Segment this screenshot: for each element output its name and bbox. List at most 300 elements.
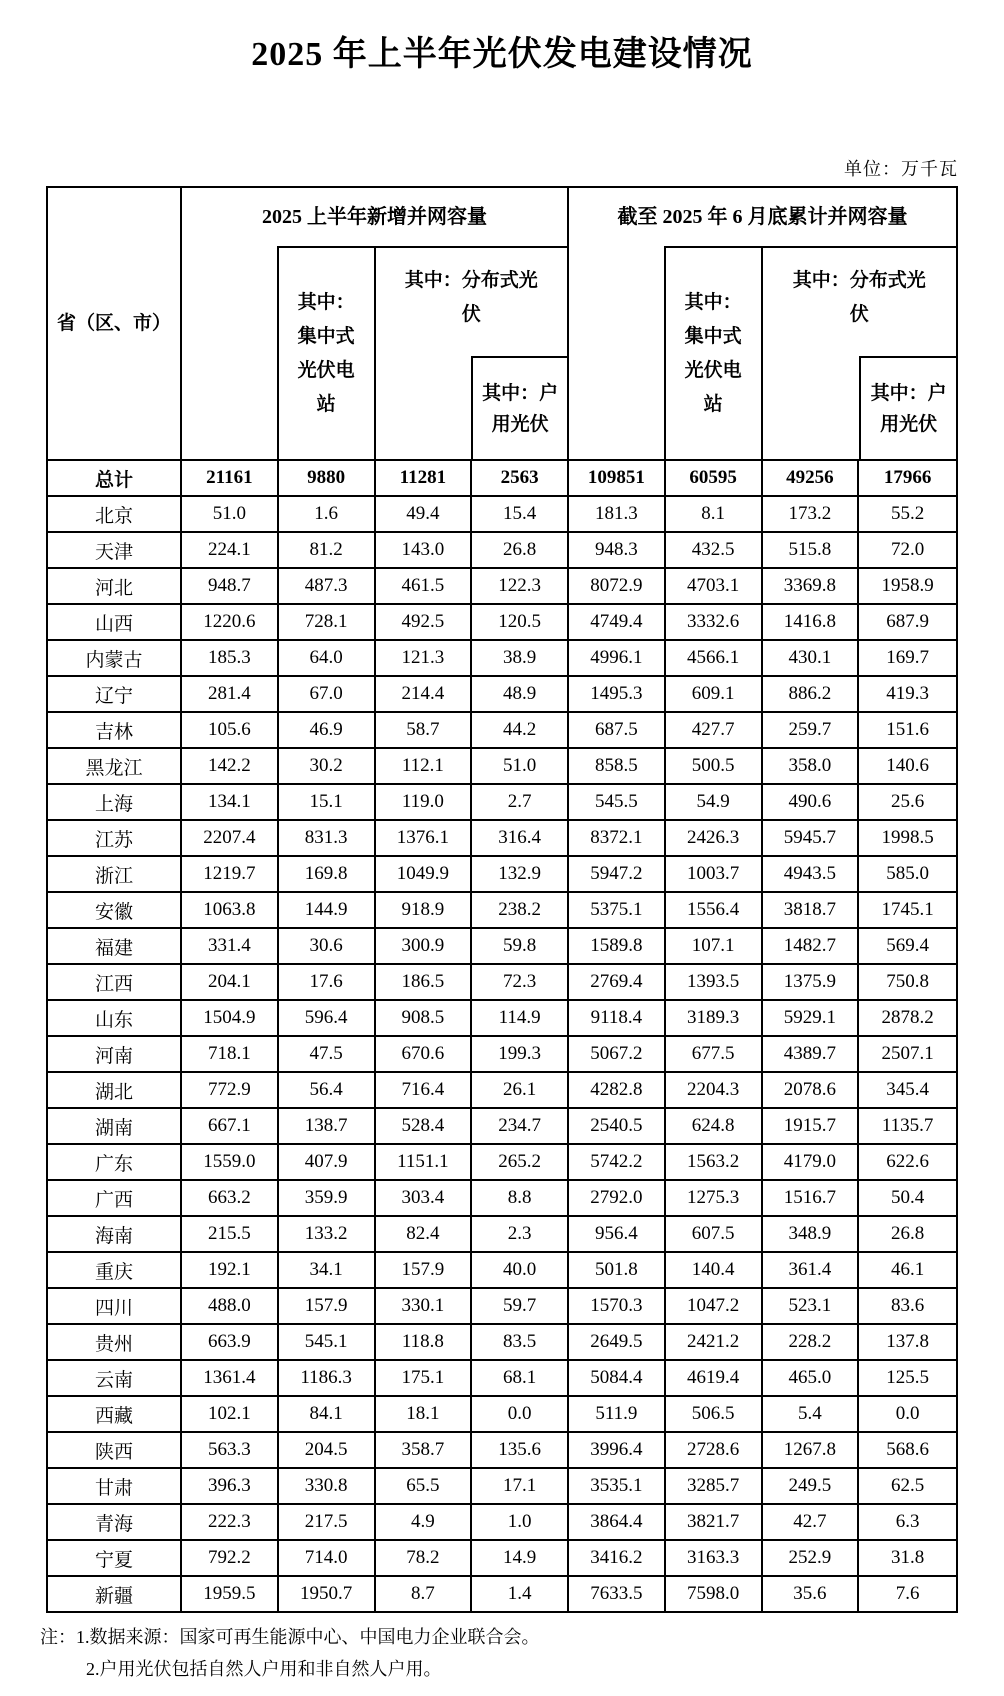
cell-value: 107.1 xyxy=(666,927,763,963)
cell-value: 432.5 xyxy=(666,531,763,567)
cell-value: 215.5 xyxy=(182,1215,279,1251)
col-header-province: 省（区、市） xyxy=(48,188,182,459)
cell-value: 134.1 xyxy=(182,783,279,819)
cell-value: 407.9 xyxy=(279,1143,376,1179)
cell-value: 72.3 xyxy=(472,963,569,999)
cell-value: 490.6 xyxy=(763,783,860,819)
document-page xyxy=(0,26,1004,1696)
cell-value: 4619.4 xyxy=(666,1359,763,1395)
cell-value: 300.9 xyxy=(376,927,473,963)
cell-value: 3369.8 xyxy=(763,567,860,603)
cell-value: 956.4 xyxy=(569,1215,666,1251)
note-line-1: 注：1.数据来源：国家可再生能源中心、中国电力企业联合会。 xyxy=(40,1627,540,1647)
cell-value: 5947.2 xyxy=(569,855,666,891)
cell-value: 430.1 xyxy=(763,639,860,675)
cell-value: 185.3 xyxy=(182,639,279,675)
cell-value: 140.4 xyxy=(666,1251,763,1287)
cell-value: 3996.4 xyxy=(569,1431,666,1467)
row-label: 新疆 xyxy=(48,1575,182,1611)
cell-value: 144.9 xyxy=(279,891,376,927)
cell-value: 83.5 xyxy=(472,1323,569,1359)
cell-value: 500.5 xyxy=(666,747,763,783)
cell-value: 3332.6 xyxy=(666,603,763,639)
cell-value: 31.8 xyxy=(859,1539,956,1575)
cell-value: 151.6 xyxy=(859,711,956,747)
cell-value: 8072.9 xyxy=(569,567,666,603)
cell-value: 112.1 xyxy=(376,747,473,783)
cell-value: 523.1 xyxy=(763,1287,860,1323)
group2-total-col-header xyxy=(569,246,666,459)
cell-value: 64.0 xyxy=(279,639,376,675)
row-label: 福建 xyxy=(48,927,182,963)
cell-value: 2.3 xyxy=(472,1215,569,1251)
cell-value: 249.5 xyxy=(763,1467,860,1503)
cell-value: 42.7 xyxy=(763,1503,860,1539)
pv-capacity-table xyxy=(46,186,958,1613)
cell-value: 396.3 xyxy=(182,1467,279,1503)
cell-value: 886.2 xyxy=(763,675,860,711)
cell-value: 2421.2 xyxy=(666,1323,763,1359)
cell-value: 4943.5 xyxy=(763,855,860,891)
cell-value: 17.6 xyxy=(279,963,376,999)
cell-value: 3821.7 xyxy=(666,1503,763,1539)
row-label: 山东 xyxy=(48,999,182,1035)
cell-value: 5375.1 xyxy=(569,891,666,927)
cell-value: 4566.1 xyxy=(666,639,763,675)
cell-value: 114.9 xyxy=(472,999,569,1035)
cell-value: 15.1 xyxy=(279,783,376,819)
cell-value: 265.2 xyxy=(472,1143,569,1179)
cell-value: 51.0 xyxy=(182,495,279,531)
cell-value: 488.0 xyxy=(182,1287,279,1323)
cell-value: 427.7 xyxy=(666,711,763,747)
cell-value: 4282.8 xyxy=(569,1071,666,1107)
cell-value: 49.4 xyxy=(376,495,473,531)
cell-value: 1959.5 xyxy=(182,1575,279,1611)
row-label: 北京 xyxy=(48,495,182,531)
cell-value: 119.0 xyxy=(376,783,473,819)
cell-value: 1563.2 xyxy=(666,1143,763,1179)
cell-value: 109851 xyxy=(569,459,666,495)
cell-value: 585.0 xyxy=(859,855,956,891)
cell-value: 687.9 xyxy=(859,603,956,639)
cell-value: 135.6 xyxy=(472,1431,569,1467)
cell-value: 330.8 xyxy=(279,1467,376,1503)
cell-value: 118.8 xyxy=(376,1323,473,1359)
row-label: 青海 xyxy=(48,1503,182,1539)
cell-value: 173.2 xyxy=(763,495,860,531)
cell-value: 361.4 xyxy=(763,1251,860,1287)
cell-value: 122.3 xyxy=(472,567,569,603)
row-label: 上海 xyxy=(48,783,182,819)
cell-value: 1063.8 xyxy=(182,891,279,927)
cell-value: 492.5 xyxy=(376,603,473,639)
group2-household-header: 其中：户用光伏 xyxy=(859,356,956,459)
cell-value: 133.2 xyxy=(279,1215,376,1251)
cell-value: 4389.7 xyxy=(763,1035,860,1071)
cell-value: 858.5 xyxy=(569,747,666,783)
cell-value: 68.1 xyxy=(472,1359,569,1395)
cell-value: 30.2 xyxy=(279,747,376,783)
cell-value: 622.6 xyxy=(859,1143,956,1179)
cell-value: 3285.7 xyxy=(666,1467,763,1503)
row-label: 辽宁 xyxy=(48,675,182,711)
cell-value: 1219.7 xyxy=(182,855,279,891)
row-label: 吉林 xyxy=(48,711,182,747)
cell-value: 72.0 xyxy=(859,531,956,567)
cell-value: 224.1 xyxy=(182,531,279,567)
cell-value: 46.1 xyxy=(859,1251,956,1287)
note-line-2: 2.户用光伏包括自然人户用和非自然人户用。 xyxy=(86,1659,442,1679)
row-label: 安徽 xyxy=(48,891,182,927)
cell-value: 51.0 xyxy=(472,747,569,783)
cell-value: 569.4 xyxy=(859,927,956,963)
cell-value: 330.1 xyxy=(376,1287,473,1323)
cell-value: 169.7 xyxy=(859,639,956,675)
cell-value: 17.1 xyxy=(472,1467,569,1503)
cell-value: 47.5 xyxy=(279,1035,376,1071)
cell-value: 1375.9 xyxy=(763,963,860,999)
cell-value: 545.5 xyxy=(569,783,666,819)
cell-value: 1950.7 xyxy=(279,1575,376,1611)
cell-value: 11281 xyxy=(376,459,473,495)
cell-value: 1570.3 xyxy=(569,1287,666,1323)
group2-distributed-header xyxy=(763,246,957,459)
distributed-pv-label: 其中：分布式光伏 xyxy=(792,270,926,325)
cell-value: 563.3 xyxy=(182,1431,279,1467)
cell-value: 105.6 xyxy=(182,711,279,747)
cell-value: 465.0 xyxy=(763,1359,860,1395)
cell-value: 0.0 xyxy=(472,1395,569,1431)
cell-value: 26.8 xyxy=(859,1215,956,1251)
cell-value: 772.9 xyxy=(182,1071,279,1107)
cell-value: 792.2 xyxy=(182,1539,279,1575)
cell-value: 7598.0 xyxy=(666,1575,763,1611)
cell-value: 667.1 xyxy=(182,1107,279,1143)
row-label: 河南 xyxy=(48,1035,182,1071)
cell-value: 3818.7 xyxy=(763,891,860,927)
notes xyxy=(40,1621,964,1685)
cell-value: 0.0 xyxy=(859,1395,956,1431)
row-label: 宁夏 xyxy=(48,1539,182,1575)
cell-value: 316.4 xyxy=(472,819,569,855)
cell-value: 1376.1 xyxy=(376,819,473,855)
cell-value: 84.1 xyxy=(279,1395,376,1431)
cell-value: 8.1 xyxy=(666,495,763,531)
cell-value: 81.2 xyxy=(279,531,376,567)
cell-value: 17966 xyxy=(859,459,956,495)
cell-value: 102.1 xyxy=(182,1395,279,1431)
cell-value: 2728.6 xyxy=(666,1431,763,1467)
cell-value: 331.4 xyxy=(182,927,279,963)
cell-value: 5084.4 xyxy=(569,1359,666,1395)
cell-value: 2792.0 xyxy=(569,1179,666,1215)
cell-value: 83.6 xyxy=(859,1287,956,1323)
cell-value: 568.6 xyxy=(859,1431,956,1467)
cell-value: 30.6 xyxy=(279,927,376,963)
cell-value: 718.1 xyxy=(182,1035,279,1071)
cell-value: 35.6 xyxy=(763,1575,860,1611)
cell-value: 222.3 xyxy=(182,1503,279,1539)
cell-value: 157.9 xyxy=(376,1251,473,1287)
cell-value: 7.6 xyxy=(859,1575,956,1611)
row-label: 广西 xyxy=(48,1179,182,1215)
cell-value: 677.5 xyxy=(666,1035,763,1071)
distributed-pv-label: 其中：分布式光伏 xyxy=(404,270,538,325)
cell-value: 1495.3 xyxy=(569,675,666,711)
row-label: 湖北 xyxy=(48,1071,182,1107)
cell-value: 140.6 xyxy=(859,747,956,783)
cell-value: 9118.4 xyxy=(569,999,666,1035)
cell-value: 59.7 xyxy=(472,1287,569,1323)
cell-value: 419.3 xyxy=(859,675,956,711)
row-label: 浙江 xyxy=(48,855,182,891)
row-label: 山西 xyxy=(48,603,182,639)
cell-value: 58.7 xyxy=(376,711,473,747)
cell-value: 515.8 xyxy=(763,531,860,567)
cell-value: 5067.2 xyxy=(569,1035,666,1071)
cell-value: 82.4 xyxy=(376,1215,473,1251)
cell-value: 714.0 xyxy=(279,1539,376,1575)
cell-value: 1.0 xyxy=(472,1503,569,1539)
cell-value: 199.3 xyxy=(472,1035,569,1071)
cell-value: 1361.4 xyxy=(182,1359,279,1395)
cell-value: 1958.9 xyxy=(859,567,956,603)
cell-value: 728.1 xyxy=(279,603,376,639)
cell-value: 609.1 xyxy=(666,675,763,711)
cell-value: 2878.2 xyxy=(859,999,956,1035)
row-label: 西藏 xyxy=(48,1395,182,1431)
cell-value: 545.1 xyxy=(279,1323,376,1359)
cell-value: 2.7 xyxy=(472,783,569,819)
cell-value: 26.8 xyxy=(472,531,569,567)
cell-value: 217.5 xyxy=(279,1503,376,1539)
row-label: 陕西 xyxy=(48,1431,182,1467)
cell-value: 1504.9 xyxy=(182,999,279,1035)
cell-value: 670.6 xyxy=(376,1035,473,1071)
group1-total-col-header xyxy=(182,246,279,459)
cell-value: 14.9 xyxy=(472,1539,569,1575)
cell-value: 4749.4 xyxy=(569,603,666,639)
cell-value: 358.7 xyxy=(376,1431,473,1467)
group2-centralized-header: 其中：集中式光伏电站 xyxy=(666,246,763,459)
cell-value: 38.9 xyxy=(472,639,569,675)
cell-value: 26.1 xyxy=(472,1071,569,1107)
row-label: 天津 xyxy=(48,531,182,567)
page-title: 2025 年上半年光伏发电建设情况 xyxy=(251,36,753,73)
cell-value: 3416.2 xyxy=(569,1539,666,1575)
cell-value: 25.6 xyxy=(859,783,956,819)
cell-value: 4.9 xyxy=(376,1503,473,1539)
cell-value: 596.4 xyxy=(279,999,376,1035)
unit-label: 单位：万千瓦 xyxy=(844,159,958,179)
cell-value: 663.2 xyxy=(182,1179,279,1215)
cell-value: 1049.9 xyxy=(376,855,473,891)
cell-value: 46.9 xyxy=(279,711,376,747)
cell-value: 528.4 xyxy=(376,1107,473,1143)
cell-value: 9880 xyxy=(279,459,376,495)
cell-value: 1047.2 xyxy=(666,1287,763,1323)
cell-value: 138.7 xyxy=(279,1107,376,1143)
cell-value: 18.1 xyxy=(376,1395,473,1431)
cell-value: 2563 xyxy=(472,459,569,495)
cell-value: 1393.5 xyxy=(666,963,763,999)
cell-value: 214.4 xyxy=(376,675,473,711)
cell-value: 2426.3 xyxy=(666,819,763,855)
cell-value: 1915.7 xyxy=(763,1107,860,1143)
row-label: 湖南 xyxy=(48,1107,182,1143)
cell-value: 1745.1 xyxy=(859,891,956,927)
cell-value: 59.8 xyxy=(472,927,569,963)
cell-value: 948.3 xyxy=(569,531,666,567)
cell-value: 663.9 xyxy=(182,1323,279,1359)
cell-value: 1559.0 xyxy=(182,1143,279,1179)
cell-value: 186.5 xyxy=(376,963,473,999)
cell-value: 125.5 xyxy=(859,1359,956,1395)
cell-value: 1135.7 xyxy=(859,1107,956,1143)
cell-value: 2540.5 xyxy=(569,1107,666,1143)
cell-value: 506.5 xyxy=(666,1395,763,1431)
cell-value: 181.3 xyxy=(569,495,666,531)
cell-value: 157.9 xyxy=(279,1287,376,1323)
cell-value: 2078.6 xyxy=(763,1071,860,1107)
cell-value: 3535.1 xyxy=(569,1467,666,1503)
cell-value: 8.7 xyxy=(376,1575,473,1611)
cell-value: 228.2 xyxy=(763,1323,860,1359)
cell-value: 15.4 xyxy=(472,495,569,531)
cell-value: 252.9 xyxy=(763,1539,860,1575)
cell-value: 1151.1 xyxy=(376,1143,473,1179)
cell-value: 345.4 xyxy=(859,1071,956,1107)
row-label: 江西 xyxy=(48,963,182,999)
cell-value: 348.9 xyxy=(763,1215,860,1251)
cell-value: 4996.1 xyxy=(569,639,666,675)
row-label: 总计 xyxy=(48,459,182,495)
cell-value: 192.1 xyxy=(182,1251,279,1287)
cell-value: 908.5 xyxy=(376,999,473,1035)
cell-value: 487.3 xyxy=(279,567,376,603)
row-label: 四川 xyxy=(48,1287,182,1323)
row-label: 云南 xyxy=(48,1359,182,1395)
group1-centralized-header: 其中：集中式光伏电站 xyxy=(279,246,376,459)
cell-value: 750.8 xyxy=(859,963,956,999)
cell-value: 461.5 xyxy=(376,567,473,603)
cell-value: 511.9 xyxy=(569,1395,666,1431)
cell-value: 1275.3 xyxy=(666,1179,763,1215)
cell-value: 948.7 xyxy=(182,567,279,603)
cell-value: 4703.1 xyxy=(666,567,763,603)
cell-value: 303.4 xyxy=(376,1179,473,1215)
group1-header-new-capacity: 2025 上半年新增并网容量 xyxy=(182,188,569,246)
cell-value: 1220.6 xyxy=(182,603,279,639)
cell-value: 44.2 xyxy=(472,711,569,747)
cell-value: 48.9 xyxy=(472,675,569,711)
row-label: 海南 xyxy=(48,1215,182,1251)
cell-value: 175.1 xyxy=(376,1359,473,1395)
cell-value: 60595 xyxy=(666,459,763,495)
cell-value: 7633.5 xyxy=(569,1575,666,1611)
cell-value: 34.1 xyxy=(279,1251,376,1287)
cell-value: 501.8 xyxy=(569,1251,666,1287)
cell-value: 259.7 xyxy=(763,711,860,747)
group1-distributed-header xyxy=(376,246,570,459)
cell-value: 918.9 xyxy=(376,891,473,927)
cell-value: 359.9 xyxy=(279,1179,376,1215)
cell-value: 5.4 xyxy=(763,1395,860,1431)
cell-value: 3189.3 xyxy=(666,999,763,1035)
cell-value: 3163.3 xyxy=(666,1539,763,1575)
cell-value: 831.3 xyxy=(279,819,376,855)
cell-value: 1416.8 xyxy=(763,603,860,639)
cell-value: 238.2 xyxy=(472,891,569,927)
group1-household-header: 其中：户用光伏 xyxy=(471,356,567,459)
cell-value: 8372.1 xyxy=(569,819,666,855)
cell-value: 607.5 xyxy=(666,1215,763,1251)
cell-value: 5945.7 xyxy=(763,819,860,855)
cell-value: 78.2 xyxy=(376,1539,473,1575)
cell-value: 50.4 xyxy=(859,1179,956,1215)
cell-value: 1516.7 xyxy=(763,1179,860,1215)
row-label: 内蒙古 xyxy=(48,639,182,675)
cell-value: 49256 xyxy=(763,459,860,495)
cell-value: 169.8 xyxy=(279,855,376,891)
row-label: 甘肃 xyxy=(48,1467,182,1503)
cell-value: 1556.4 xyxy=(666,891,763,927)
cell-value: 358.0 xyxy=(763,747,860,783)
row-label: 江苏 xyxy=(48,819,182,855)
cell-value: 2769.4 xyxy=(569,963,666,999)
cell-value: 6.3 xyxy=(859,1503,956,1539)
cell-value: 1.4 xyxy=(472,1575,569,1611)
cell-value: 21161 xyxy=(182,459,279,495)
cell-value: 1267.8 xyxy=(763,1431,860,1467)
cell-value: 2507.1 xyxy=(859,1035,956,1071)
cell-value: 56.4 xyxy=(279,1071,376,1107)
cell-value: 1003.7 xyxy=(666,855,763,891)
cell-value: 5742.2 xyxy=(569,1143,666,1179)
cell-value: 281.4 xyxy=(182,675,279,711)
cell-value: 142.2 xyxy=(182,747,279,783)
cell-value: 62.5 xyxy=(859,1467,956,1503)
cell-value: 143.0 xyxy=(376,531,473,567)
cell-value: 1589.8 xyxy=(569,927,666,963)
cell-value: 40.0 xyxy=(472,1251,569,1287)
cell-value: 3864.4 xyxy=(569,1503,666,1539)
cell-value: 2204.3 xyxy=(666,1071,763,1107)
row-label: 贵州 xyxy=(48,1323,182,1359)
cell-value: 1482.7 xyxy=(763,927,860,963)
cell-value: 132.9 xyxy=(472,855,569,891)
cell-value: 65.5 xyxy=(376,1467,473,1503)
cell-value: 137.8 xyxy=(859,1323,956,1359)
cell-value: 687.5 xyxy=(569,711,666,747)
cell-value: 234.7 xyxy=(472,1107,569,1143)
cell-value: 120.5 xyxy=(472,603,569,639)
row-label: 广东 xyxy=(48,1143,182,1179)
cell-value: 2649.5 xyxy=(569,1323,666,1359)
cell-value: 121.3 xyxy=(376,639,473,675)
cell-value: 4179.0 xyxy=(763,1143,860,1179)
cell-value: 55.2 xyxy=(859,495,956,531)
cell-value: 2207.4 xyxy=(182,819,279,855)
row-label: 河北 xyxy=(48,567,182,603)
cell-value: 54.9 xyxy=(666,783,763,819)
row-label: 黑龙江 xyxy=(48,747,182,783)
cell-value: 624.8 xyxy=(666,1107,763,1143)
cell-value: 1998.5 xyxy=(859,819,956,855)
cell-value: 716.4 xyxy=(376,1071,473,1107)
cell-value: 1.6 xyxy=(279,495,376,531)
